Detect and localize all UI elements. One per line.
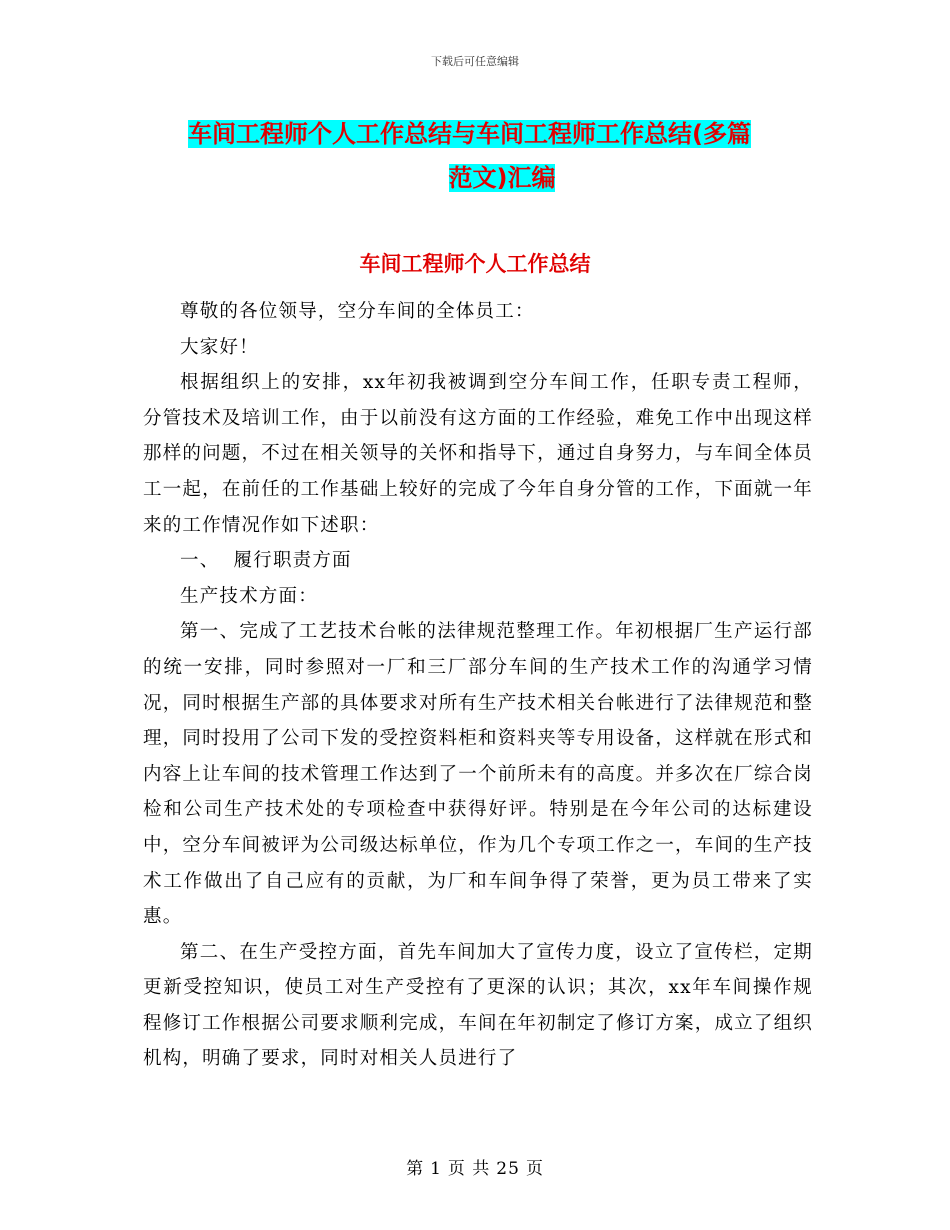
paragraph-heading-duties: 一、 履行职责方面 xyxy=(180,550,352,572)
footer-prefix: 第 xyxy=(406,1159,425,1179)
paragraph-first: 第一、完成了工艺技术台帐的法律规范整理工作。年初根据厂生产运行部的统一安排，同时参照对一厂和三厂部分车间的生产技术工作的沟通学习情况，同时根据生产部的具体要求对所有生产技术相关台帐进行了法律规范和整理，同时投用了公司下发的受控资料柜和资料夹等专用设备，这样就在形式和内容上让车间的技术管理工作达到了一个前所未有的高度。并多次在厂综合岗检和公司生产技术处的专项检查中获得好评。特别是在今年公司的达标建设中，空分车间被评为公司级达标单位，作为几个专项工作之一，车间的生产技术工作做出了自己应有的贡献，为厂和车间争得了荣誉，更为员工带来了实惠。 xyxy=(143,621,813,928)
paragraph-second: 第二、在生产受控方面，首先车间加大了宣传力度，设立了宣传栏，定期更新受控知识，使员工对生产受控有了更深的认识；其次，xx年车间操作规程修订工作根据公司要求顺利完成，车间在年初制定了修订方案，成立了组织机构，明确了要求，同时对相关人员进行了 xyxy=(143,941,813,1070)
body-text xyxy=(143,294,813,1077)
footer-middle: 页 共 xyxy=(447,1159,491,1179)
header-note: 下载后可任意编辑 xyxy=(431,55,519,68)
title-line-1: 车间工程师个人工作总结与车间工程师工作总结(多篇 xyxy=(188,120,751,148)
section-title: 车间工程师个人工作总结 xyxy=(359,252,591,276)
title-line-2: 范文)汇编 xyxy=(448,164,556,192)
paragraph-greeting: 大家好！ xyxy=(180,336,259,358)
footer-suffix: 页 xyxy=(525,1159,544,1179)
paragraph-salutation: 尊敬的各位领导，空分车间的全体员工： xyxy=(180,301,535,322)
paragraph-subheading-production: 生产技术方面： xyxy=(180,585,318,607)
page-number: 1 xyxy=(430,1159,442,1179)
page-footer xyxy=(0,1154,950,1179)
paragraph-intro: 根据组织上的安排，xx年初我被调到空分车间工作，任职专责工程师，分管技术及培训工作，由于以前没有这方面的工作经验，难免工作中出现这样那样的问题，不过在相关领导的关怀和指导下，通过自身努力，与车间全体员工一起，在前任的工作基础上较好的完成了今年自身分管的工作，下面就一年来的工作情况作如下述职： xyxy=(143,372,813,536)
page-total: 25 xyxy=(496,1159,520,1179)
document-title xyxy=(188,112,816,200)
